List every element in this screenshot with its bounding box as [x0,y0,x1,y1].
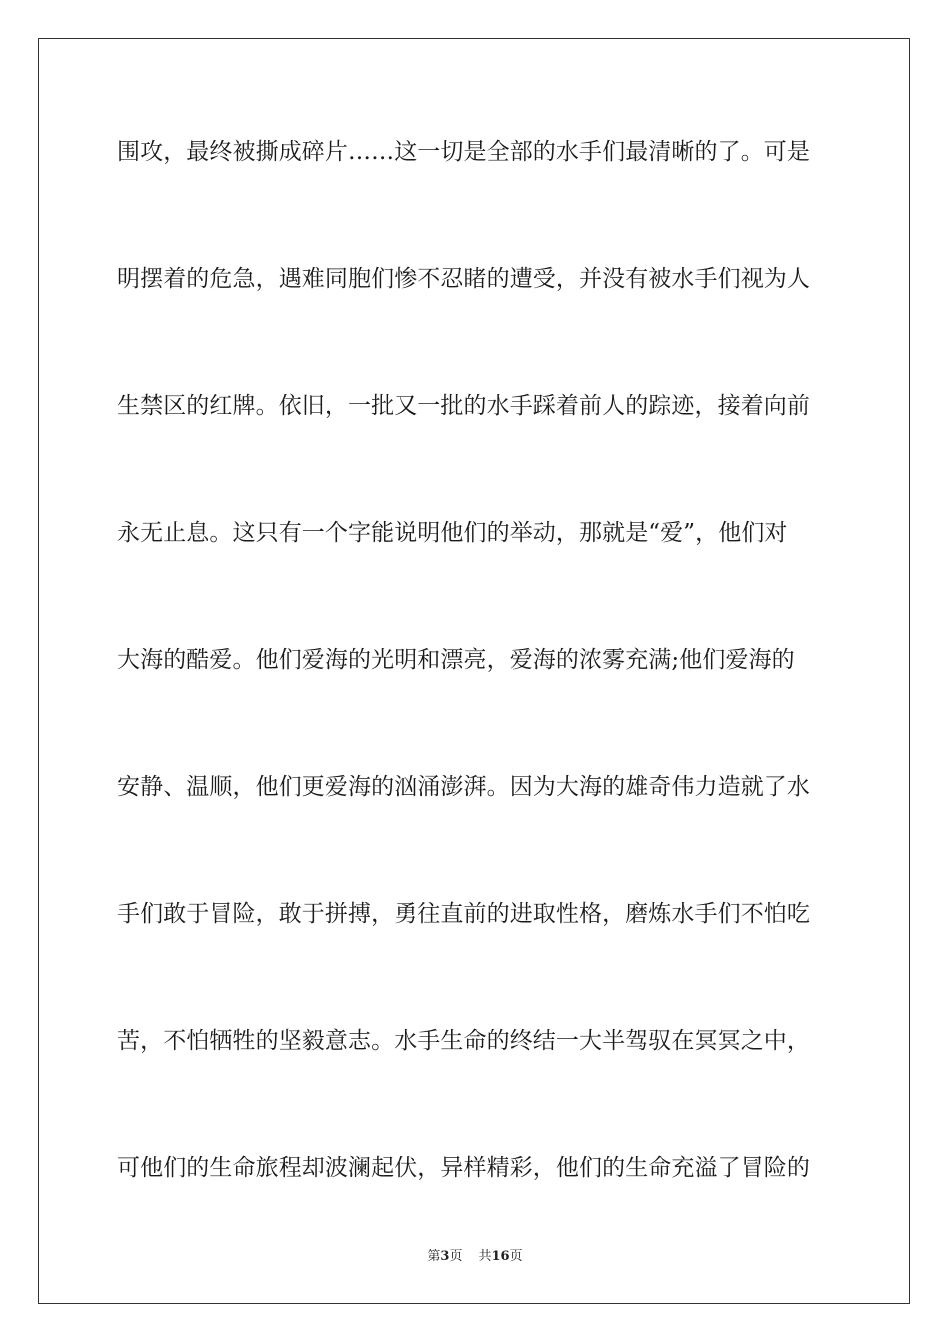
document-body [117,126,833,1269]
text-line: 可他们的生命旅程却波澜起伏，异样精彩，他们的生命充溢了冒险的 [117,1155,810,1181]
text-line: 明摆着的危急，遇难同胞们惨不忍睹的遭受，并没有被水手们视为人 [117,266,810,292]
text-line: 苦，不怕牺牲的坚毅意志。水手生命的终结一大半驾驭在冥冥之中， [117,1028,810,1054]
page-footer [0,1248,950,1266]
text-line: 永无止息。这只有一个字能说明他们的举动，那就是“爱”，他们对 [117,520,788,546]
text-line: 大海的酷爱。他们爱海的光明和漂亮，爱海的浓雾充满;他们爱海的 [117,647,795,673]
page-prefix: 第 [427,1249,441,1264]
total-suffix: 页 [509,1249,523,1264]
text-line: 围攻，最终被撕成碎片……这一切是全部的水手们最清晰的了。可是 [117,139,810,165]
text-line: 安静、温顺，他们更爱海的汹涌澎湃。因为大海的雄奇伟力造就了水 [117,774,810,800]
text-line: 生禁区的红牌。依旧，一批又一批的水手踩着前人的踪迹，接着向前 [117,393,810,419]
page-suffix: 页 [449,1249,463,1264]
total-prefix: 共 [478,1249,492,1264]
total-pages: 16 [491,1249,510,1264]
page-number: 3 [440,1249,450,1264]
text-line: 手们敢于冒险，敢于拼搏，勇往直前的进取性格，磨炼水手们不怕吃 [117,901,810,927]
